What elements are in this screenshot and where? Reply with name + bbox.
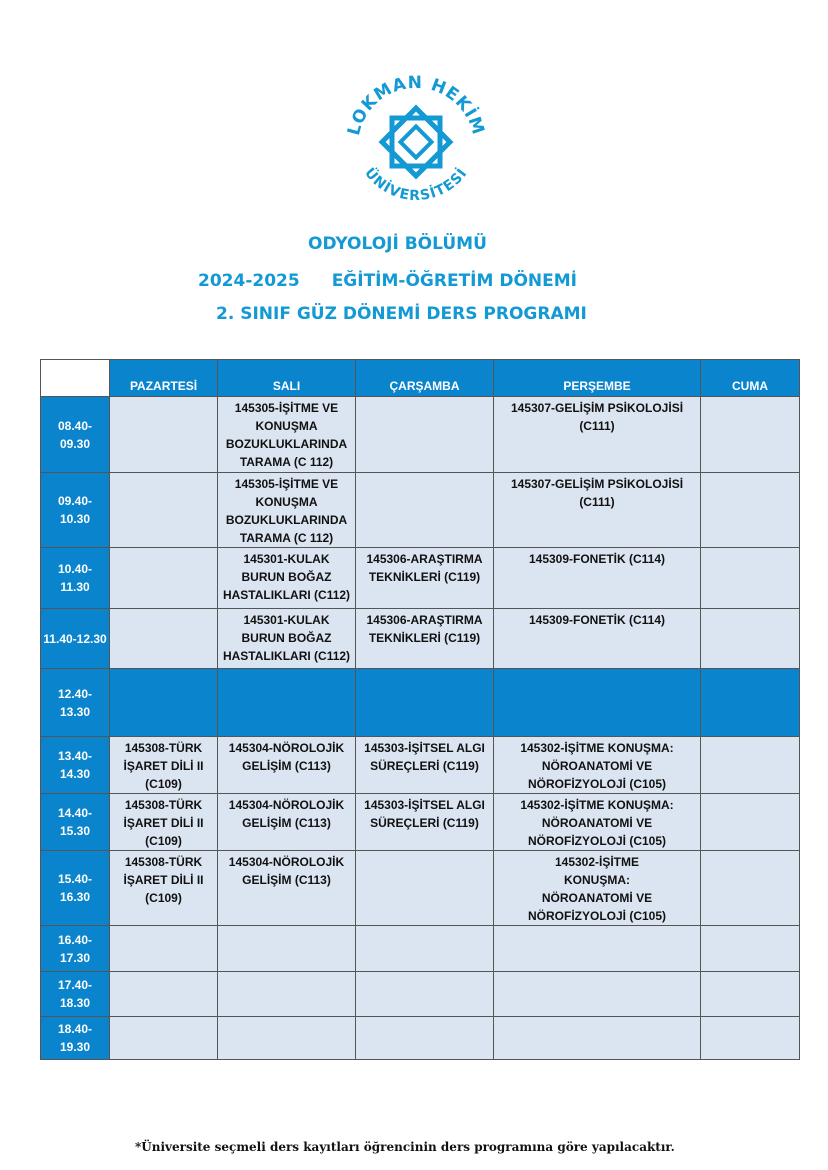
academic-year: 2024-2025 (198, 271, 300, 291)
course-cell: 145304-NÖROLOJİK GELİŞİM (C113) (218, 851, 356, 926)
day-header: PERŞEMBE (494, 360, 701, 397)
header-corner (41, 360, 110, 397)
course-cell (701, 548, 800, 609)
course-cell: 145308-TÜRK İŞARET DİLİ II (C109) (110, 851, 218, 926)
course-cell: 145302-İŞİTME KONUŞMA: NÖROANATOMİ VE NÖROFİZYOLOJİ (C105) (494, 737, 701, 794)
course-cell (356, 473, 494, 548)
time-slot: 11.40-12.30 (41, 609, 110, 669)
department-title: ODYOLOJİ BÖLÜMÜ (308, 234, 487, 254)
course-cell (218, 669, 356, 737)
course-cell (218, 926, 356, 972)
course-cell (356, 397, 494, 473)
table-row (41, 397, 800, 473)
course-cell (110, 972, 218, 1017)
course-cell (701, 609, 800, 669)
course-cell (356, 851, 494, 926)
course-cell (110, 669, 218, 737)
course-cell (494, 972, 701, 1017)
time-slot: 13.40- 14.30 (41, 737, 110, 794)
table-row (41, 548, 800, 609)
course-cell (356, 926, 494, 972)
time-slot: 09.40- 10.30 (41, 473, 110, 548)
course-cell: 145301-KULAK BURUN BOĞAZ HASTALIKLARI (C112) (218, 609, 356, 669)
course-cell: 145309-FONETİK (C114) (494, 548, 701, 609)
schedule-table (40, 359, 800, 1060)
table-row (41, 473, 800, 548)
course-cell (701, 794, 800, 851)
course-cell: 145306-ARAŞTIRMA TEKNİKLERİ (C119) (356, 609, 494, 669)
course-cell (701, 851, 800, 926)
course-cell (356, 1017, 494, 1060)
academic-year-title (198, 271, 577, 291)
table-row (41, 669, 800, 737)
course-cell (701, 972, 800, 1017)
course-cell: 145301-KULAK BURUN BOĞAZ HASTALIKLARI (C112) (218, 548, 356, 609)
day-header: SALI (218, 360, 356, 397)
logo-text-top: LOKMAN HEKİM (344, 72, 489, 138)
footnote: *Üniversite seçmeli ders kayıtları öğrencinin ders programına göre yapılacaktır. (135, 1140, 675, 1154)
course-cell (110, 548, 218, 609)
course-cell (218, 1017, 356, 1060)
table-row (41, 972, 800, 1017)
day-header: CUMA (701, 360, 800, 397)
course-cell (110, 473, 218, 548)
time-slot: 16.40- 17.30 (41, 926, 110, 972)
course-cell: 145307-GELİŞİM PSİKOLOJİSİ (C111) (494, 397, 701, 473)
time-slot: 10.40- 11.30 (41, 548, 110, 609)
table-row (41, 609, 800, 669)
course-cell (701, 397, 800, 473)
table-row (41, 794, 800, 851)
day-header: ÇARŞAMBA (356, 360, 494, 397)
course-cell (110, 609, 218, 669)
course-cell (356, 669, 494, 737)
time-slot: 18.40- 19.30 (41, 1017, 110, 1060)
course-cell (356, 972, 494, 1017)
course-cell (701, 669, 800, 737)
time-slot: 15.40- 16.30 (41, 851, 110, 926)
time-slot: 08.40- 09.30 (41, 397, 110, 473)
course-cell (218, 972, 356, 1017)
table-row (41, 1017, 800, 1060)
course-cell (494, 1017, 701, 1060)
time-slot: 17.40- 18.30 (41, 972, 110, 1017)
course-cell: 145309-FONETİK (C114) (494, 609, 701, 669)
header-row (41, 360, 800, 397)
course-cell: 145305-İŞİTME VE KONUŞMA BOZUKLUKLARINDA TARAMA (C 112) (218, 397, 356, 473)
course-cell: 145306-ARAŞTIRMA TEKNİKLERİ (C119) (356, 548, 494, 609)
course-cell: 145308-TÜRK İŞARET DİLİ II (C109) (110, 794, 218, 851)
program-title: 2. SINIF GÜZ DÖNEMİ DERS PROGRAMI (216, 304, 587, 324)
course-cell: 145305-İŞİTME VE KONUŞMA BOZUKLUKLARINDA TARAMA (C 112) (218, 473, 356, 548)
course-cell (701, 926, 800, 972)
course-cell: 145302-İŞİTME KONUŞMA: NÖROANATOMİ VE NÖROFİZYOLOJİ (C105) (494, 794, 701, 851)
table-row (41, 851, 800, 926)
course-cell: 145303-İŞİTSEL ALGI SÜREÇLERİ (C119) (356, 737, 494, 794)
term-label: EĞİTİM-ÖĞRETİM DÖNEMİ (331, 271, 577, 291)
course-cell: 145302-İŞİTME KONUŞMA: NÖROANATOMİ VE NÖROFİZYOLOJİ (C105) (494, 851, 701, 926)
course-cell (701, 1017, 800, 1060)
course-cell: 145304-NÖROLOJİK GELİŞİM (C113) (218, 794, 356, 851)
course-cell: 145307-GELİŞİM PSİKOLOJİSİ (C111) (494, 473, 701, 548)
day-header: PAZARTESİ (110, 360, 218, 397)
logo-text-bottom: ÜNİVERSİTESİ (361, 165, 471, 205)
table-row (41, 737, 800, 794)
course-cell (110, 397, 218, 473)
time-slot: 14.40- 15.30 (41, 794, 110, 851)
table-row (41, 926, 800, 972)
time-slot: 12.40- 13.30 (41, 669, 110, 737)
course-cell: 145304-NÖROLOJİK GELİŞİM (C113) (218, 737, 356, 794)
course-cell (494, 669, 701, 737)
course-cell (701, 737, 800, 794)
course-cell (110, 926, 218, 972)
university-logo (340, 60, 492, 212)
course-cell: 145303-İŞİTSEL ALGI SÜREÇLERİ (C119) (356, 794, 494, 851)
svg-text:ÜNİVERSİTESİ (361, 164, 471, 204)
course-cell (494, 926, 701, 972)
logo-emblem-icon (382, 108, 450, 176)
course-cell: 145308-TÜRK İŞARET DİLİ II (C109) (110, 737, 218, 794)
course-cell (701, 473, 800, 548)
course-cell (110, 1017, 218, 1060)
